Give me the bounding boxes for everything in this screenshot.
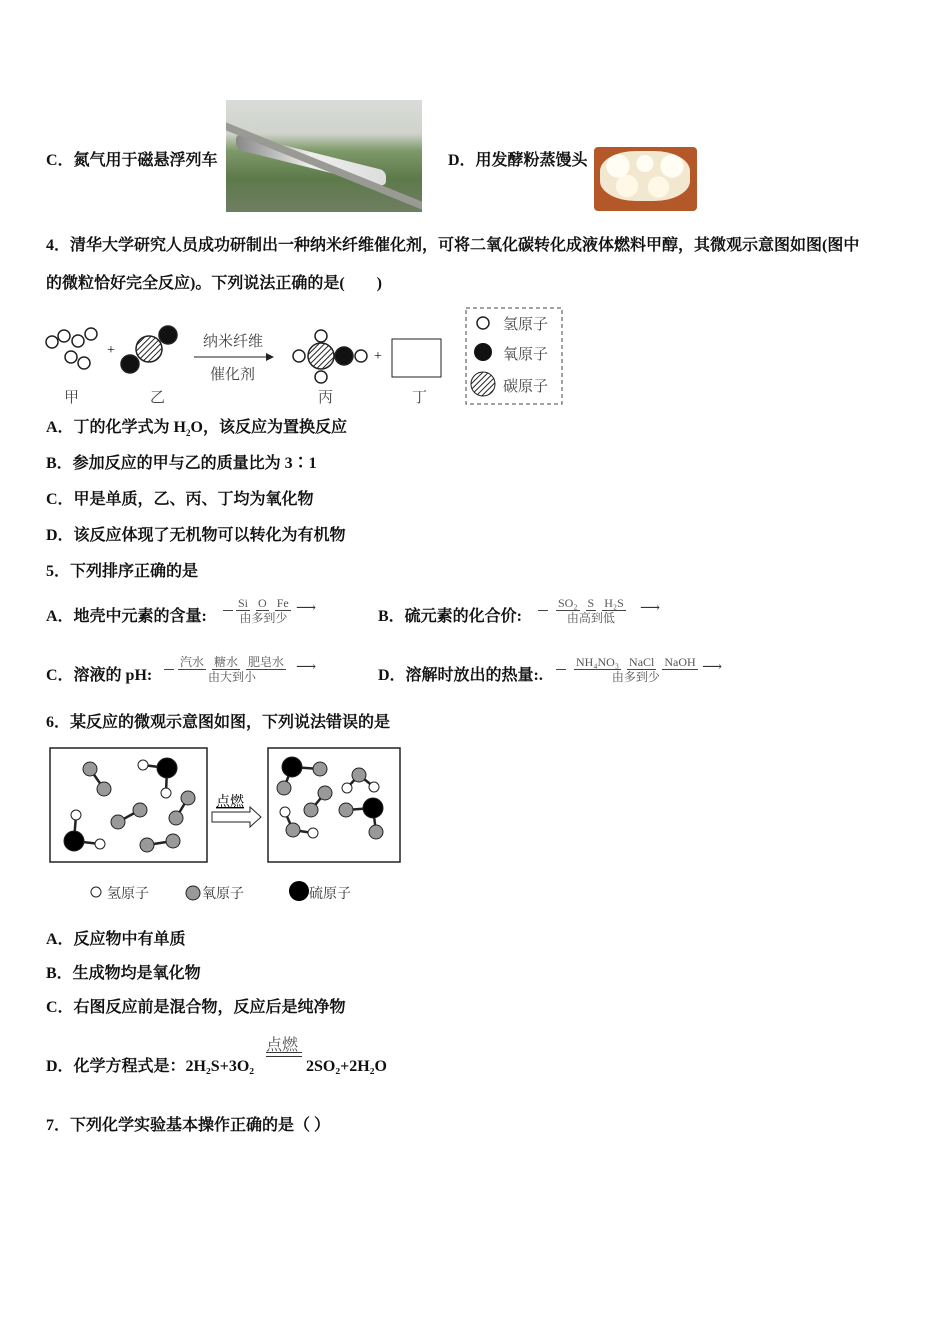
q5-stem: 5．下列排序正确的是: [46, 563, 199, 580]
q5-option-c-label: C．溶液的 pH:: [46, 667, 153, 684]
arrow-icon: [212, 807, 261, 827]
plus-sign: +: [107, 343, 115, 358]
maglev-train-photo: [226, 100, 422, 212]
catalyst-label-bottom: 催化剂: [210, 367, 256, 383]
document-page: C．氮气用于磁悬浮列车 D．用发酵粉蒸馒头 4．清华大学研究人员成功研制出一种纳米纤维催化剂，可将二氧化碳转化成液体燃料甲醇，其微观示意图如图(图中 的微粒恰好完全反应)。下列说法正确的是( ) + 纳米纤维 催化剂 + 甲 乙 丙 丁 氢原子 氧原子 碳原子 A．丁的化学式为 $H_2O$，该反应为置换反应 B．参加反应的甲与乙的质量比为 3∶1 C．甲是单质，乙、丙、丁均为氧化物 D．该反应体现了无机物可以转化为有机物 5．下列排序正确的是 A．地壳中元素的含量: Si O Fe 由多到少 ⟶ B．硫元素的化合价: SO₂ S H₂S 由高到低 ⟶ C．溶液的 pH: 汽水 糖水 肥皂水 由大到小 ⟶ D．溶解时放出的热量:. NH₄NO₃ NaCl NaOH 由多到少 ⟶ 6．某反应的微观示意图如图，下列说法错误的是 点燃 氢原子 氧原子 硫原子 A．反应物中有单质 B．生成物均是氧化物 C．右图反应前是混合物，反应后是纯净物 D．化学方程式是：2H₂S+3O₂ 点燃 2SO₂+2H₂O 7．下列化学实验基本操作正确的是（ ）: [0, 0, 950, 1344]
q5-c-sequence: 汽水 糖水 肥皂水 由大到小: [180, 655, 285, 684]
q5-d-sequence: NH₄NO₃ NaCl NaOH 由多到少: [576, 655, 696, 684]
sulfur-atom-icon: [289, 881, 309, 901]
equals-sign: [266, 1052, 302, 1057]
co2-molecule-icon: [121, 326, 177, 373]
q7-stem: 7．下列化学实验基本操作正确的是（ ）: [46, 1117, 331, 1134]
label-jia: 甲: [64, 390, 80, 406]
oxygen-atom-icon: [186, 886, 200, 900]
legend-sulfur: 硫原子: [309, 887, 351, 902]
legend-hydrogen: 氢原子: [503, 317, 549, 333]
carbon-atom-icon: [471, 372, 495, 396]
label-yi: 乙: [150, 390, 166, 406]
q4-stem-line2: 的微粒恰好完全反应)。下列说法正确的是( ): [46, 275, 382, 292]
legend-carbon: 碳原子: [503, 379, 549, 395]
q5-option-a-label: A．地壳中元素的含量:: [46, 608, 207, 625]
label-ding: 丁: [412, 390, 428, 406]
q3-option-d: D．用发酵粉蒸馒头: [448, 152, 588, 169]
q4-option-a: A．丁的化学式为 $H_2O$，该反应为置换反应: [46, 419, 347, 439]
q6-stem: 6．某反应的微观示意图如图，下列说法错误的是: [46, 714, 391, 731]
unknown-product-box: [392, 339, 441, 377]
q5-option-b-label: B．硫元素的化合价:: [378, 608, 523, 625]
oxygen-atom-icon: [474, 343, 492, 361]
q6-reaction-diagram: [0, 740, 420, 910]
q4-stem-line1: 4．清华大学研究人员成功研制出一种纳米纤维催化剂，可将二氧化碳转化成液体燃料甲醇，其微观示意图如图(图中: [46, 237, 860, 254]
steamed-buns-photo: [594, 147, 697, 211]
label-bing: 丙: [318, 390, 334, 406]
legend-oxygen: 氧原子: [503, 347, 549, 363]
q6-option-d-right: 2SO₂+2H₂O: [306, 1058, 387, 1075]
q4-option-d: D．该反应体现了无机物可以转化为有机物: [46, 527, 346, 544]
q5-a-sequence: Si O Fe 由多到少: [238, 596, 289, 625]
q4-option-b: B．参加反应的甲与乙的质量比为 3∶1: [46, 455, 317, 472]
hydrogen-molecules-icon: [46, 328, 97, 369]
hydrogen-atom-icon: [91, 887, 101, 897]
q5-option-d-label: D．溶解时放出的热量:.: [378, 667, 543, 684]
legend-hydrogen: 氢原子: [107, 887, 149, 902]
q6-option-b: B．生成物均是氧化物: [46, 965, 201, 982]
methanol-molecule-icon: [293, 330, 367, 383]
q6-option-c: C．右图反应前是混合物，反应后是纯净物: [46, 999, 346, 1016]
q4-option-c: C．甲是单质，乙、丙、丁均为氧化物: [46, 491, 314, 508]
arrow-icon: [266, 353, 274, 361]
hydrogen-atom-icon: [477, 317, 489, 329]
legend-oxygen: 氧原子: [202, 887, 244, 902]
q6-d-condition: 点燃: [266, 1037, 299, 1054]
ignite-label: 点燃: [216, 795, 244, 810]
q6-option-a: A．反应物中有单质: [46, 931, 186, 948]
catalyst-label-top: 纳米纤维: [203, 334, 264, 350]
q6-option-d-left: D．化学方程式是：2H₂S+3O₂: [46, 1058, 255, 1075]
q3-option-c: C．氮气用于磁悬浮列车: [46, 152, 218, 169]
q4-reaction-diagram: [0, 300, 580, 410]
q5-b-sequence: SO₂ S H₂S 由高到低: [558, 596, 624, 625]
plus-sign: +: [374, 349, 382, 364]
